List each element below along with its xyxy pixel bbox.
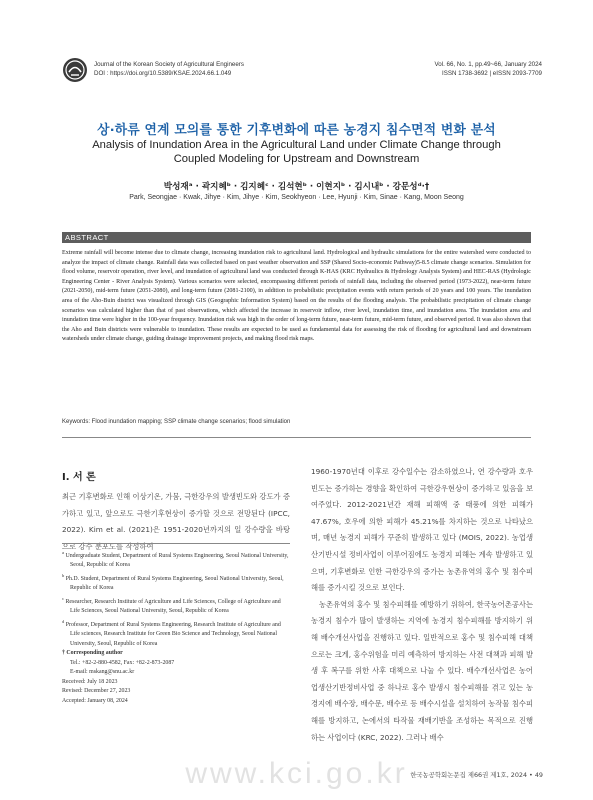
section-divider	[62, 437, 531, 438]
right-column	[311, 464, 533, 746]
abstract-label: ABSTRACT	[65, 232, 109, 242]
kci-watermark: www.kci.go.kr	[185, 757, 408, 790]
volume-info: Vol. 66, No. 1, pp.49~66, January 2024	[434, 61, 542, 68]
title-english-line1: Analysis of Inundation Area in the Agricultural Land under Climate Change through	[92, 139, 501, 151]
page-footer: 한국농공학회논문집 제66권 제1호, 2024 • 49	[410, 771, 543, 779]
footnote-d: $^d$ Professor, Department of Rural Systems Engineering, Research Institute of Agriculture and Life sciences, Research Institute for Green Bio Science and Technology, Seoul National University, Seoul, Republic of Korea	[62, 618, 281, 647]
intro-paragraph-right-1: 1960-1970년대 이후로 강수일수는 감소하였으나, 연 강수량과 호우빈도는 증가하는 경향을 확인하여 극한강우현상이 증가하고 있음을 보여주었다. 2012-2021년간 재해 피해액 중 태풍에 의한 피해가 47.67%, 호우에 의한 피해가 45.21%를 차지하는 것으로 나타났으며, 매년 농경지 피해가 꾸준히 발생하고 있다 (MOIS, 2022). 농업생산기반시설 정비사업이 이루어짐에도 농경지 피해는 계속 발생하고 있으며, 기후변화로 인한 극한강우의 증가는 농촌유역의 홍수 및 침수피해를 증가시킬 것으로 보인다.	[311, 467, 533, 593]
abstract-text: Extreme rainfall will become intense due to climate change, increasing inundation risk to agricultural land. Hydrological and hydraulic simulations for the entire watershed were conducted to analyze the impact of climate change. Rainfall data was collected based on past weather observation and SSP (Shared Socio-economic Pathway)5-8.5 climate change scenarios. Simulation for flood volume, reservoir operation, river level, and inundation of agricultural land was conducted through K-HAS (KRC Hydraulics & Hydrology Analysis System) and HEC-RAS (Hydrologic Engineering Center - River Analysis System). Various scenarios were selected, encompassing different periods of rainfall data, including the observed period (1973-2022), near-term future (2021-2050), mid-term future (2051-2080), and long-term future (2081-2100), in addition to probabilistic precipitation events with return periods of 20 years and 100 years. The inundation area of the Aho-Buin district was visualized through GIS (Geographic Information System) based on the results of the flooding analysis. The probabilistic precipitation of climate change scenarios was calculated higher than that of past observations, which affected the increase in reservoir inflow, river level, inundation time, and inundation area. The inundation area and inundation time were higher in the 100-year frequency. Inundation risk was high in the order of long-term future, near-term future, mid-term future, and observed period. It was also shown that the Aho and Buin districts were vulnerable to inundation. These results are expected to be used as fundamental data for assessing the risk of flooding for agricultural land and downstream watersheds under climate change, guiding drainage improvement projects, and making flood risk maps.	[62, 250, 531, 343]
issn: ISSN 1738-3692 | eISSN 2093-7709	[442, 70, 542, 77]
contact-email[interactable]: E-mail: mskang@snu.ac.kr	[70, 669, 135, 676]
journal-info	[94, 60, 244, 78]
section-heading-intro: Ⅰ. 서 론	[62, 472, 96, 483]
volume-info-block	[434, 60, 542, 78]
footnote-c: $^c$ Researcher, Research Institute of Agriculture and Life Sciences, College of Agriculture and Life Sciences, Seoul National University, Seoul, Republic of Korea	[62, 595, 281, 615]
abstract-header-bar	[62, 232, 531, 243]
title-english-line2: Coupled Modeling for Upstream and Downstream	[173, 153, 420, 165]
intro-paragraph-left: 최근 기후변화로 인해 이상기온, 가뭄, 극한강우의 발생빈도와 강도가 증가하고 있고, 앞으로도 극한기후현상이 증가할 것으로 전망된다 (IPCC, 2022). Kim et al. (2021)은 1951-2020년까지의 일 강수량을 바탕으로 강수 분포도를 작성하여	[62, 492, 290, 551]
keywords: Keywords: Flood inundation mapping; SSP climate change scenarios; flood simulation	[62, 419, 291, 425]
journal-name: Journal of the Korean Society of Agricultural Engineers	[94, 61, 244, 68]
society-logo-icon	[62, 57, 88, 83]
doi-link[interactable]: DOI : https://doi.org/10.5389/KSAE.2024.66.1.049	[94, 70, 232, 77]
corresponding-author: † Corresponding author	[62, 650, 123, 657]
intro-paragraph-right-2: 농촌유역의 홍수 및 침수피해를 예방하기 위하여, 한국농어촌공사는 농경지 침수가 많이 발생하는 지역에 농경지 침수피해를 방지하기 위해 배수개선사업을 진행하고 있다. 일반적으로 홍수 및 침수피해 대책으로는 크게, 홍수위험을 미리 예측하여 방지하는 사전 대책과 피해 발생 후 복구를 위한 사후 대책으로 나눌 수 있다. 배수개선사업은 농어업생산기반정비사업 중 하나로 홍수 발생시 침수피해를 겪고 있는 농경지에 배수장, 배수문, 배수로 등 배수시설을 설치하여 농작물 침수피해를 방지하고, 논에서의 타작물 재배기반을 조성하는 목적으로 진행하는 사업이다 (KRC, 2022). 그러나 배수	[311, 599, 533, 742]
revised-date: Revised: December 27, 2023	[62, 688, 131, 695]
author-footnotes	[62, 543, 290, 706]
title-english	[70, 138, 523, 166]
authors-korean: 박성재ᵃ · 곽지혜ᵇ · 김지혜ᶜ · 김석현ᵇ · 이현지ᵇ · 김시내ᵇ · 강문성ᵈ·†	[163, 182, 430, 192]
title-korean: 상·하류 연계 모의를 통한 기후변화에 따른 농경지 침수면적 변화 분석	[97, 123, 496, 138]
footnote-a: $^a$ Undergraduate Student, Department of Rural Systems Engineering, Seoul National University, Seoul, Republic of Korea	[62, 550, 289, 569]
journal-header	[62, 57, 542, 87]
accepted-date: Accepted: January 08, 2024	[62, 697, 128, 704]
received-date: Received: July 18 2023	[62, 678, 118, 685]
authors-english: Park, Seongjae · Kwak, Jihye · Kim, Jihye · Kim, Seokhyeon · Lee, Hyunji · Kim, Sinae · Kang, Moon Seong	[129, 194, 464, 201]
contact-tel: Tel.: +82-2-880-4582, Fax: +82-2-873-2087	[70, 659, 175, 666]
footnote-b: $^b$ Ph.D. Student, Department of Rural Systems Engineering, Seoul National University, Seoul, Republic of Korea	[62, 572, 284, 592]
